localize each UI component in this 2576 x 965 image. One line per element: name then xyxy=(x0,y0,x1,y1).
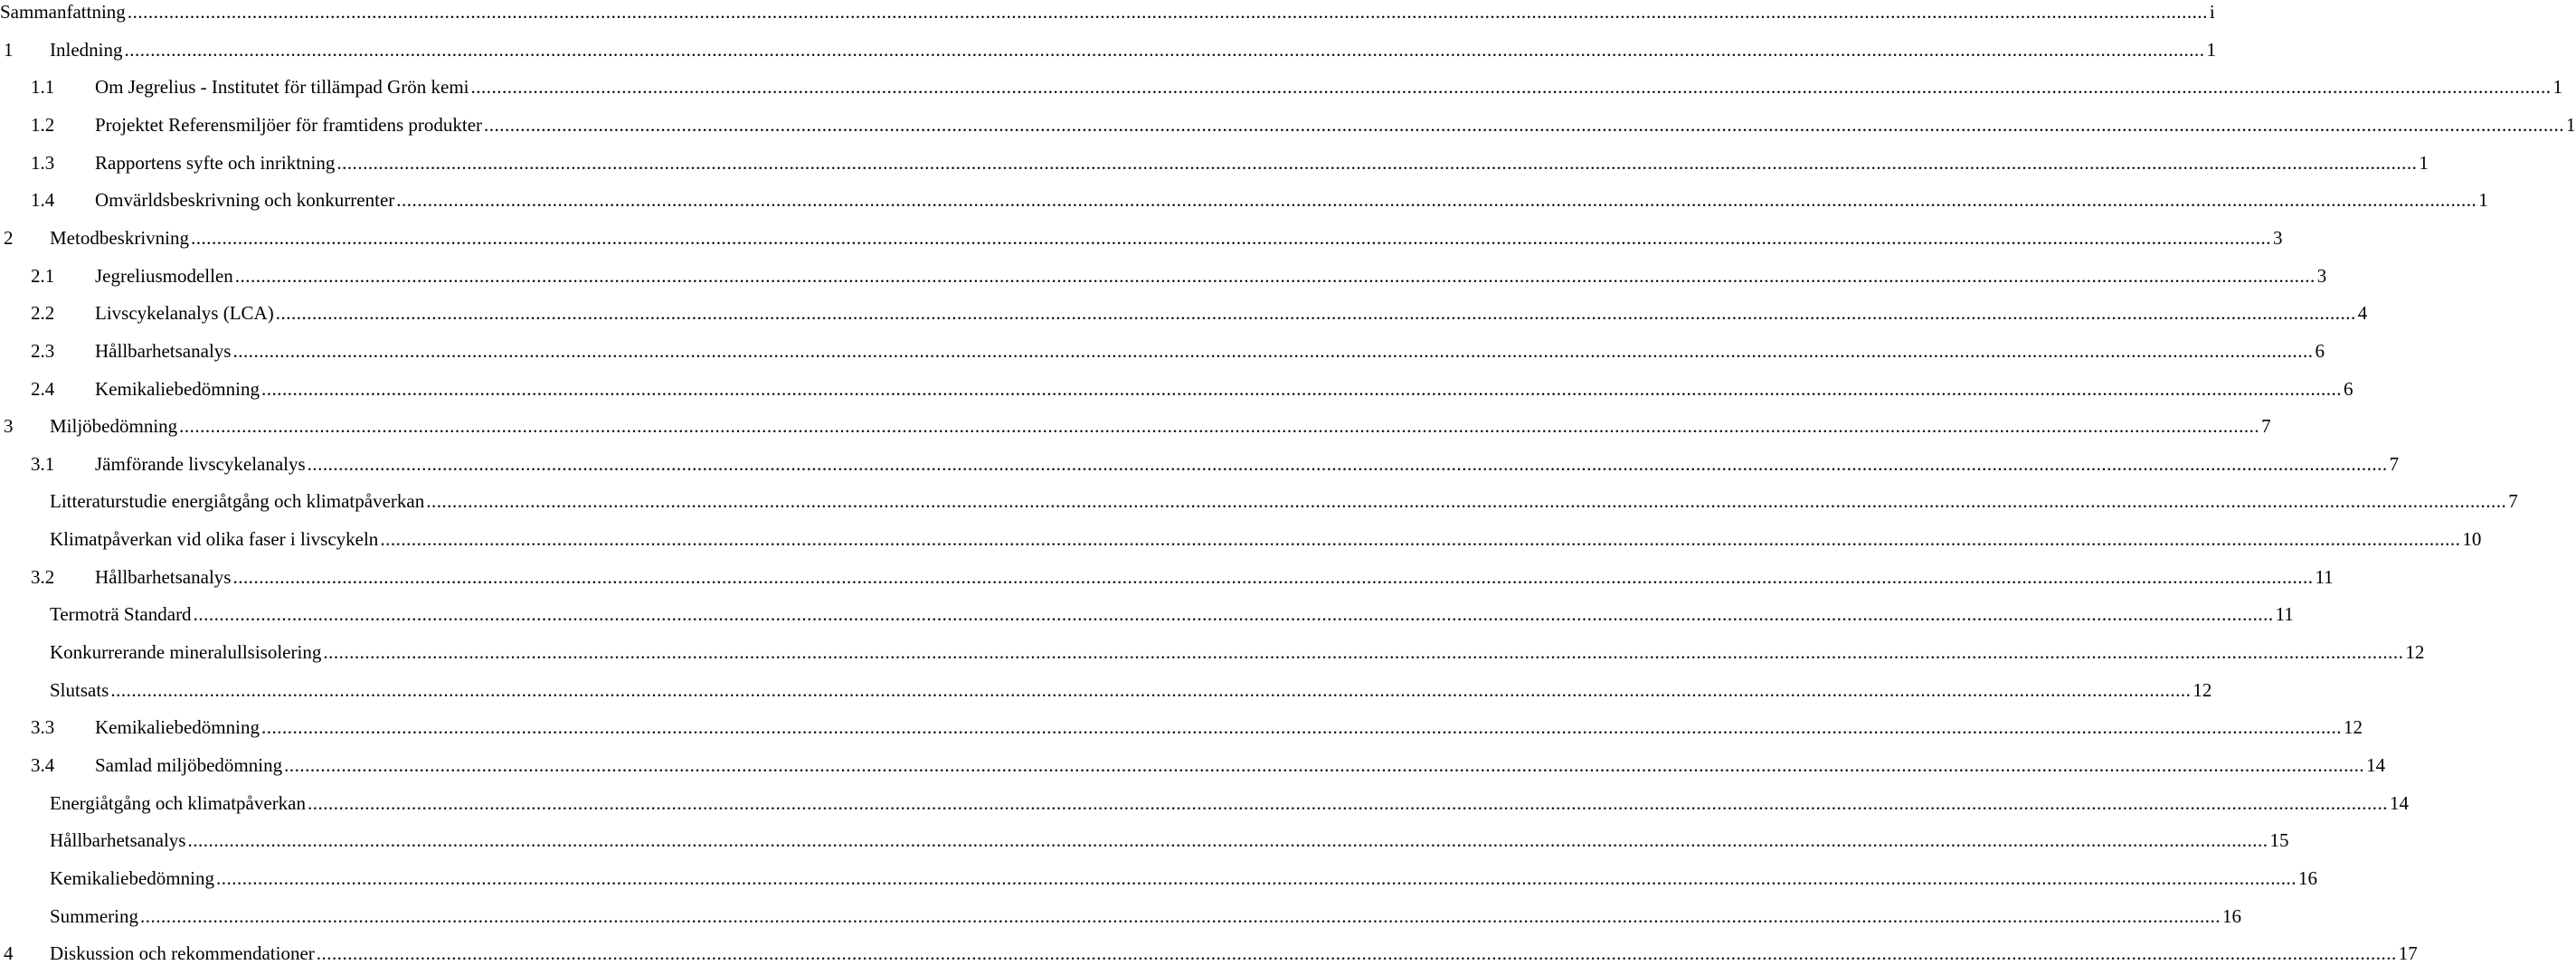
toc-title: Projektet Referensmiljöer för framtidens produkter xyxy=(95,113,483,136)
toc-page-number: 3 xyxy=(2316,264,2327,287)
toc-title: Hållbarhetsanalys xyxy=(95,565,232,588)
toc-section-number: 1.2 xyxy=(31,113,55,136)
toc-dot-leader: ................................................................................................................................................................................................................................................................................................................................................................................................................ xyxy=(380,528,2461,551)
toc-section-number: 3.2 xyxy=(31,565,55,588)
toc-section-number: 1.3 xyxy=(31,151,55,174)
toc-dot-leader: ................................................................................................................................................................................................................................................................................................................................................................................................................ xyxy=(275,302,2356,325)
toc-section-number: 3 xyxy=(4,415,14,438)
toc-entry[interactable] xyxy=(0,640,2425,664)
toc-dot-leader: ................................................................................................................................................................................................................................................................................................................................................................................................................ xyxy=(127,1,2208,23)
toc-title: Energiåtgång och klimatpåverkan xyxy=(50,791,307,814)
toc-page-number: 7 xyxy=(2508,490,2518,513)
toc-entry[interactable] xyxy=(0,0,2215,24)
toc-dot-leader: ................................................................................................................................................................................................................................................................................................................................................................................................................ xyxy=(232,339,2314,362)
toc-dot-leader: ................................................................................................................................................................................................................................................................................................................................................................................................................ xyxy=(190,226,2271,249)
toc-title: Rapportens syfte och inriktning xyxy=(95,151,336,174)
toc-entry[interactable] xyxy=(0,904,2241,928)
toc-title: Jämförande livscykelanalys xyxy=(95,452,306,475)
toc-title: Om Jegrelius - Institutet för tillämpad Grön kemi xyxy=(95,76,469,99)
toc-entry[interactable] xyxy=(0,113,2576,137)
toc-title: Livscykelanalys (LCA) xyxy=(95,302,274,325)
toc-entry[interactable] xyxy=(0,414,2271,438)
toc-page-number: 1 xyxy=(2478,189,2488,212)
toc-title: Kemikaliebedömning xyxy=(50,866,214,889)
toc-section-number: 1.1 xyxy=(31,76,55,99)
toc-entry[interactable] xyxy=(0,301,2368,325)
toc-page-number: 1 xyxy=(2566,113,2576,136)
toc-page-number: 11 xyxy=(2315,565,2334,588)
toc-title: Litteraturstudie energiåtgång och klimatpåverkan xyxy=(50,490,425,513)
toc-entry[interactable] xyxy=(0,75,2562,99)
toc-page-number: 3 xyxy=(2272,226,2283,249)
toc-entry[interactable] xyxy=(0,602,2294,626)
toc-title: Hållbarhetsanalys xyxy=(50,829,186,852)
toc-title: Omvärldsbeskrivning och konkurrenter xyxy=(95,189,395,212)
toc-dot-leader: ................................................................................................................................................................................................................................................................................................................................................................................................................ xyxy=(316,942,2397,965)
toc-dot-leader: ................................................................................................................................................................................................................................................................................................................................................................................................................ xyxy=(307,452,2388,475)
toc-entry[interactable] xyxy=(0,377,2353,401)
toc-dot-leader: ................................................................................................................................................................................................................................................................................................................................................................................................................ xyxy=(260,716,2342,739)
toc-dot-leader: ................................................................................................................................................................................................................................................................................................................................................................................................................ xyxy=(284,754,2365,776)
toc-entry[interactable] xyxy=(0,753,2386,777)
toc-page-number: 1 xyxy=(2552,76,2562,99)
toc-dot-leader: ................................................................................................................................................................................................................................................................................................................................................................................................................ xyxy=(179,415,2260,438)
toc-page-number: 6 xyxy=(2343,377,2353,400)
toc-dot-leader: ................................................................................................................................................................................................................................................................................................................................................................................................................ xyxy=(187,829,2268,852)
toc-title: Slutsats xyxy=(50,678,109,701)
toc-title: Konkurrerande mineralullsisolering xyxy=(50,641,322,664)
toc-dot-leader: ................................................................................................................................................................................................................................................................................................................................................................................................................ xyxy=(470,76,2552,99)
toc-page-number: 10 xyxy=(2462,528,2482,551)
toc-section-number: 3.1 xyxy=(31,452,55,475)
toc-page-number: 6 xyxy=(2315,339,2325,362)
toc-dot-leader: ................................................................................................................................................................................................................................................................................................................................................................................................................ xyxy=(260,377,2342,400)
toc-dot-leader: ................................................................................................................................................................................................................................................................................................................................................................................................................ xyxy=(308,791,2389,814)
toc-title: Jegreliusmodellen xyxy=(95,264,233,287)
toc-section-number: 1.4 xyxy=(31,189,55,212)
toc-entry[interactable] xyxy=(0,226,2283,250)
toc-section-number: 2.1 xyxy=(31,264,55,287)
toc-dot-leader: ................................................................................................................................................................................................................................................................................................................................................................................................................ xyxy=(234,264,2316,287)
toc-page-number: 12 xyxy=(2192,678,2212,701)
toc-page-number: 1 xyxy=(2419,151,2429,174)
toc-page-number: 17 xyxy=(2398,942,2418,965)
toc-dot-leader: ................................................................................................................................................................................................................................................................................................................................................................................................................ xyxy=(323,641,2404,664)
toc-section-number: 2.2 xyxy=(31,302,55,325)
toc-entry[interactable] xyxy=(0,489,2518,513)
toc-section-number: 2.4 xyxy=(31,377,55,400)
toc-page-number: 12 xyxy=(2343,716,2363,739)
toc-section-number: 2 xyxy=(4,226,14,249)
toc-dot-leader: ................................................................................................................................................................................................................................................................................................................................................................................................................ xyxy=(336,151,2418,174)
toc-entry[interactable] xyxy=(0,151,2429,175)
toc-entry[interactable] xyxy=(0,452,2400,476)
toc-section-number: 2.3 xyxy=(31,339,55,362)
toc-entry[interactable] xyxy=(0,678,2212,702)
toc-dot-leader: ................................................................................................................................................................................................................................................................................................................................................................................................................ xyxy=(193,603,2274,626)
toc-page-number: 11 xyxy=(2275,603,2294,626)
toc-dot-leader: ................................................................................................................................................................................................................................................................................................................................................................................................................ xyxy=(426,490,2507,513)
toc-page-number: 15 xyxy=(2269,829,2289,852)
toc-title: Summering xyxy=(50,904,138,927)
toc-entry[interactable] xyxy=(0,527,2482,551)
toc-page-number: 12 xyxy=(2405,641,2425,664)
toc-dot-leader: ................................................................................................................................................................................................................................................................................................................................................................................................................ xyxy=(110,678,2192,701)
toc-page-number: i xyxy=(2209,1,2215,23)
toc-page-number: 4 xyxy=(2357,302,2368,325)
toc-entry[interactable] xyxy=(0,264,2327,288)
toc-dot-leader: ................................................................................................................................................................................................................................................................................................................................................................................................................ xyxy=(484,113,2565,136)
toc-page-number: 14 xyxy=(2366,754,2386,776)
toc-dot-leader: ................................................................................................................................................................................................................................................................................................................................................................................................................ xyxy=(124,38,2205,61)
toc-entry[interactable] xyxy=(0,866,2317,890)
toc-title: Samlad miljöbedömning xyxy=(95,754,283,776)
toc-title: Inledning xyxy=(50,38,123,61)
toc-title: Metodbeskrivning xyxy=(50,226,189,249)
toc-title: Termoträ Standard xyxy=(50,603,192,626)
toc-page-number: 1 xyxy=(2206,38,2216,61)
toc-section-number: 3.3 xyxy=(31,716,55,739)
toc-page-number: 7 xyxy=(2261,415,2271,438)
toc-entry[interactable] xyxy=(0,38,2216,61)
toc-entry[interactable] xyxy=(0,828,2289,852)
toc-dot-leader: ................................................................................................................................................................................................................................................................................................................................................................................................................ xyxy=(232,565,2314,588)
toc-title: Klimatpåverkan vid olika faser i livscykeln xyxy=(50,528,379,551)
toc-page-number: 16 xyxy=(2222,904,2241,927)
toc-dot-leader: ................................................................................................................................................................................................................................................................................................................................................................................................................ xyxy=(215,866,2297,889)
toc-title: Diskussion och rekommendationer xyxy=(50,942,315,965)
toc-dot-leader: ................................................................................................................................................................................................................................................................................................................................................................................................................ xyxy=(396,189,2477,212)
toc-section-number: 1 xyxy=(4,38,14,61)
toc-dot-leader: ................................................................................................................................................................................................................................................................................................................................................................................................................ xyxy=(140,904,2221,927)
toc-page-number: 16 xyxy=(2297,866,2317,889)
toc-title: Kemikaliebedömning xyxy=(95,716,260,739)
toc-entry[interactable] xyxy=(0,715,2363,739)
toc-entry[interactable] xyxy=(0,188,2488,212)
toc-title: Miljöbedömning xyxy=(50,415,178,438)
toc-title: Hållbarhetsanalys xyxy=(95,339,232,362)
toc-page-number: 14 xyxy=(2390,791,2410,814)
toc-section-number: 4 xyxy=(4,942,14,965)
toc-entry[interactable] xyxy=(0,565,2334,589)
toc-entry[interactable] xyxy=(0,791,2410,815)
toc-title: Kemikaliebedömning xyxy=(95,377,260,400)
toc-entry[interactable] xyxy=(0,941,2418,965)
toc-entry[interactable] xyxy=(0,339,2325,363)
toc-page-number: 7 xyxy=(2389,452,2400,475)
toc-title: Sammanfattning xyxy=(0,1,126,23)
toc-section-number: 3.4 xyxy=(31,754,55,776)
